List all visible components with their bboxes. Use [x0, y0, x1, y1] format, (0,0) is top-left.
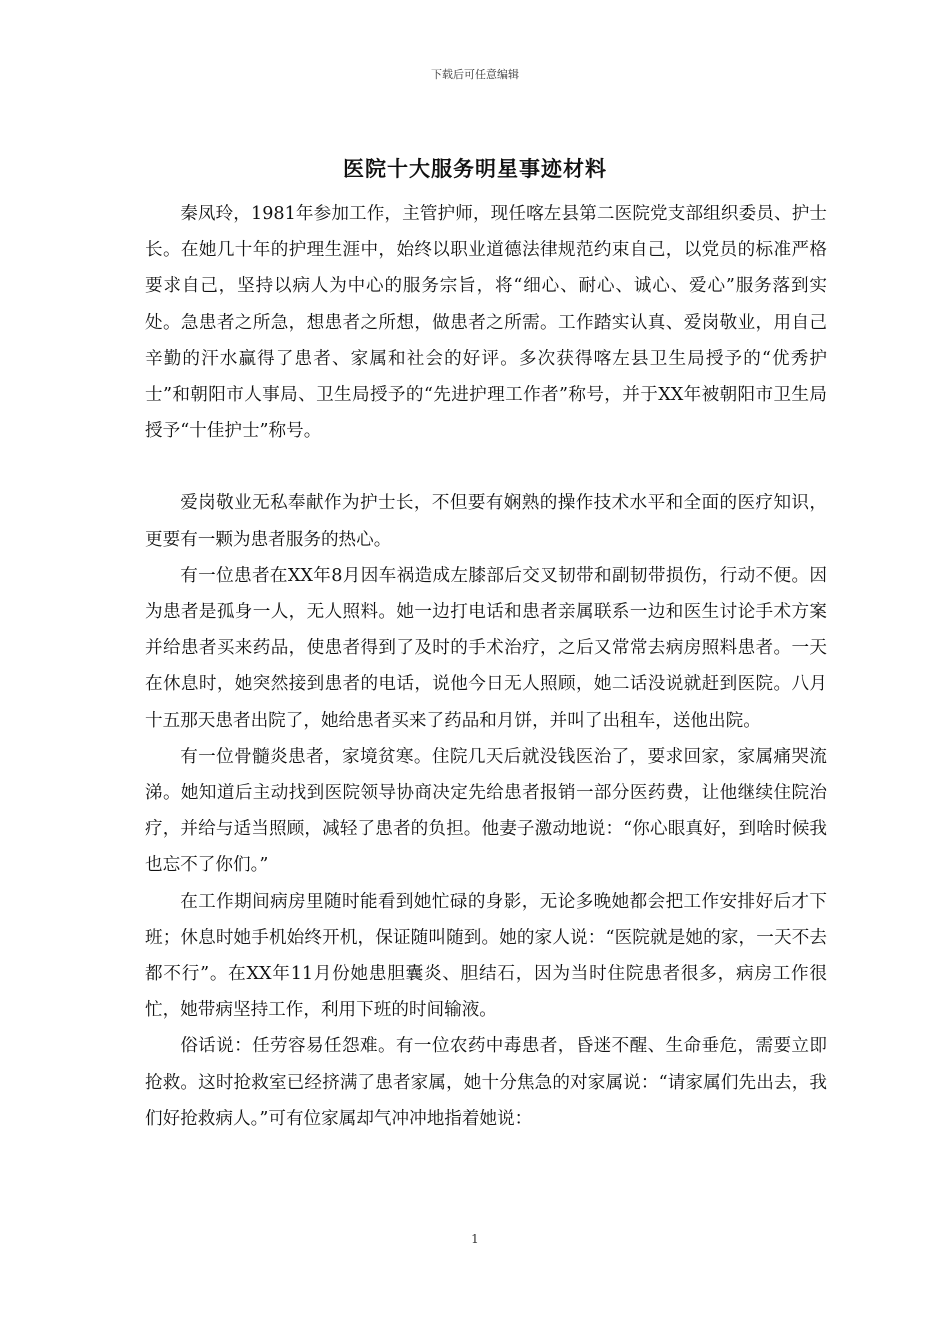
paragraph: 有一位骨髓炎患者，家境贫寒。住院几天后就没钱医治了，要求回家，家属痛哭流涕。她知道后主动找到医院领导协商决定先给患者报销一部分医药费，让他继续住院治疗，并给与适当照顾，减轻了患者的负担。他妻子激动地说：“你心眼真好，到啥时候我也忘不了你们。”: [145, 746, 827, 876]
paragraph: 有一位患者在XX年8月因车祸造成左膝部后交叉韧带和副韧带损伤，行动不便。因为患者是孤身一人，无人照料。她一边打电话和患者亲属联系一边和医生讨论手术方案并给患者买来药品，使患者得到了及时的手术治疗，之后又常常去病房照料患者。一天在休息时，她突然接到患者的电话，说他今日无人照顾，她二话没说就赶到医院。八月十五那天患者出院了，她给患者买来了药品和月饼，并叫了出租车，送他出院。: [145, 565, 827, 731]
paragraph: 俗话说：任劳容易任怨难。有一位农药中毒患者，昏迷不醒、生命垂危，需要立即抢救。这时抢救室已经挤满了患者家属，她十分焦急的对家属说：“请家属们先出去，我们好抢救病人。”可有位家属却气冲冲地指着她说：: [145, 1036, 827, 1129]
paragraph: 在工作期间病房里随时能看到她忙碌的身影，无论多晚她都会把工作安排好后才下班；休息时她手机始终开机，保证随叫随到。她的家人说：“医院就是她的家，一天不去都不行”。在XX年11月份她患胆囊炎、胆结石，因为当时住院患者很多，病房工作很忙，她带病坚持工作，利用下班的时间输液。: [145, 891, 827, 1021]
header-note: 下载后可任意编辑: [431, 68, 519, 81]
paragraph: 爱岗敬业无私奉献作为护士长，不但要有娴熟的操作技术水平和全面的医疗知识，更要有一颗为患者服务的热心。: [145, 493, 827, 550]
document-title: 医院十大服务明星事迹材料: [343, 156, 607, 181]
paragraph: 秦凤玲，1981年参加工作，主管护师，现任喀左县第二医院党支部组织委员、护士长。在她几十年的护理生涯中，始终以职业道德法律规范约束自己，以党员的标准严格要求自己，坚持以病人为中心的服务宗旨，将“细心、耐心、诚心、爱心”服务落到实处。急患者之所急，想患者之所想，做患者之所需。工作踏实认真、爱岗敬业，用自己辛勤的汗水赢得了患者、家属和社会的好评。多次获得喀左县卫生局授予的“优秀护士”和朝阳市人事局、卫生局授予的“先进护理工作者”称号，并于XX年被朝阳市卫生局授予“十佳护士”称号。: [145, 204, 827, 442]
document-body: [145, 196, 827, 1137]
page-number: 1: [471, 1232, 479, 1246]
